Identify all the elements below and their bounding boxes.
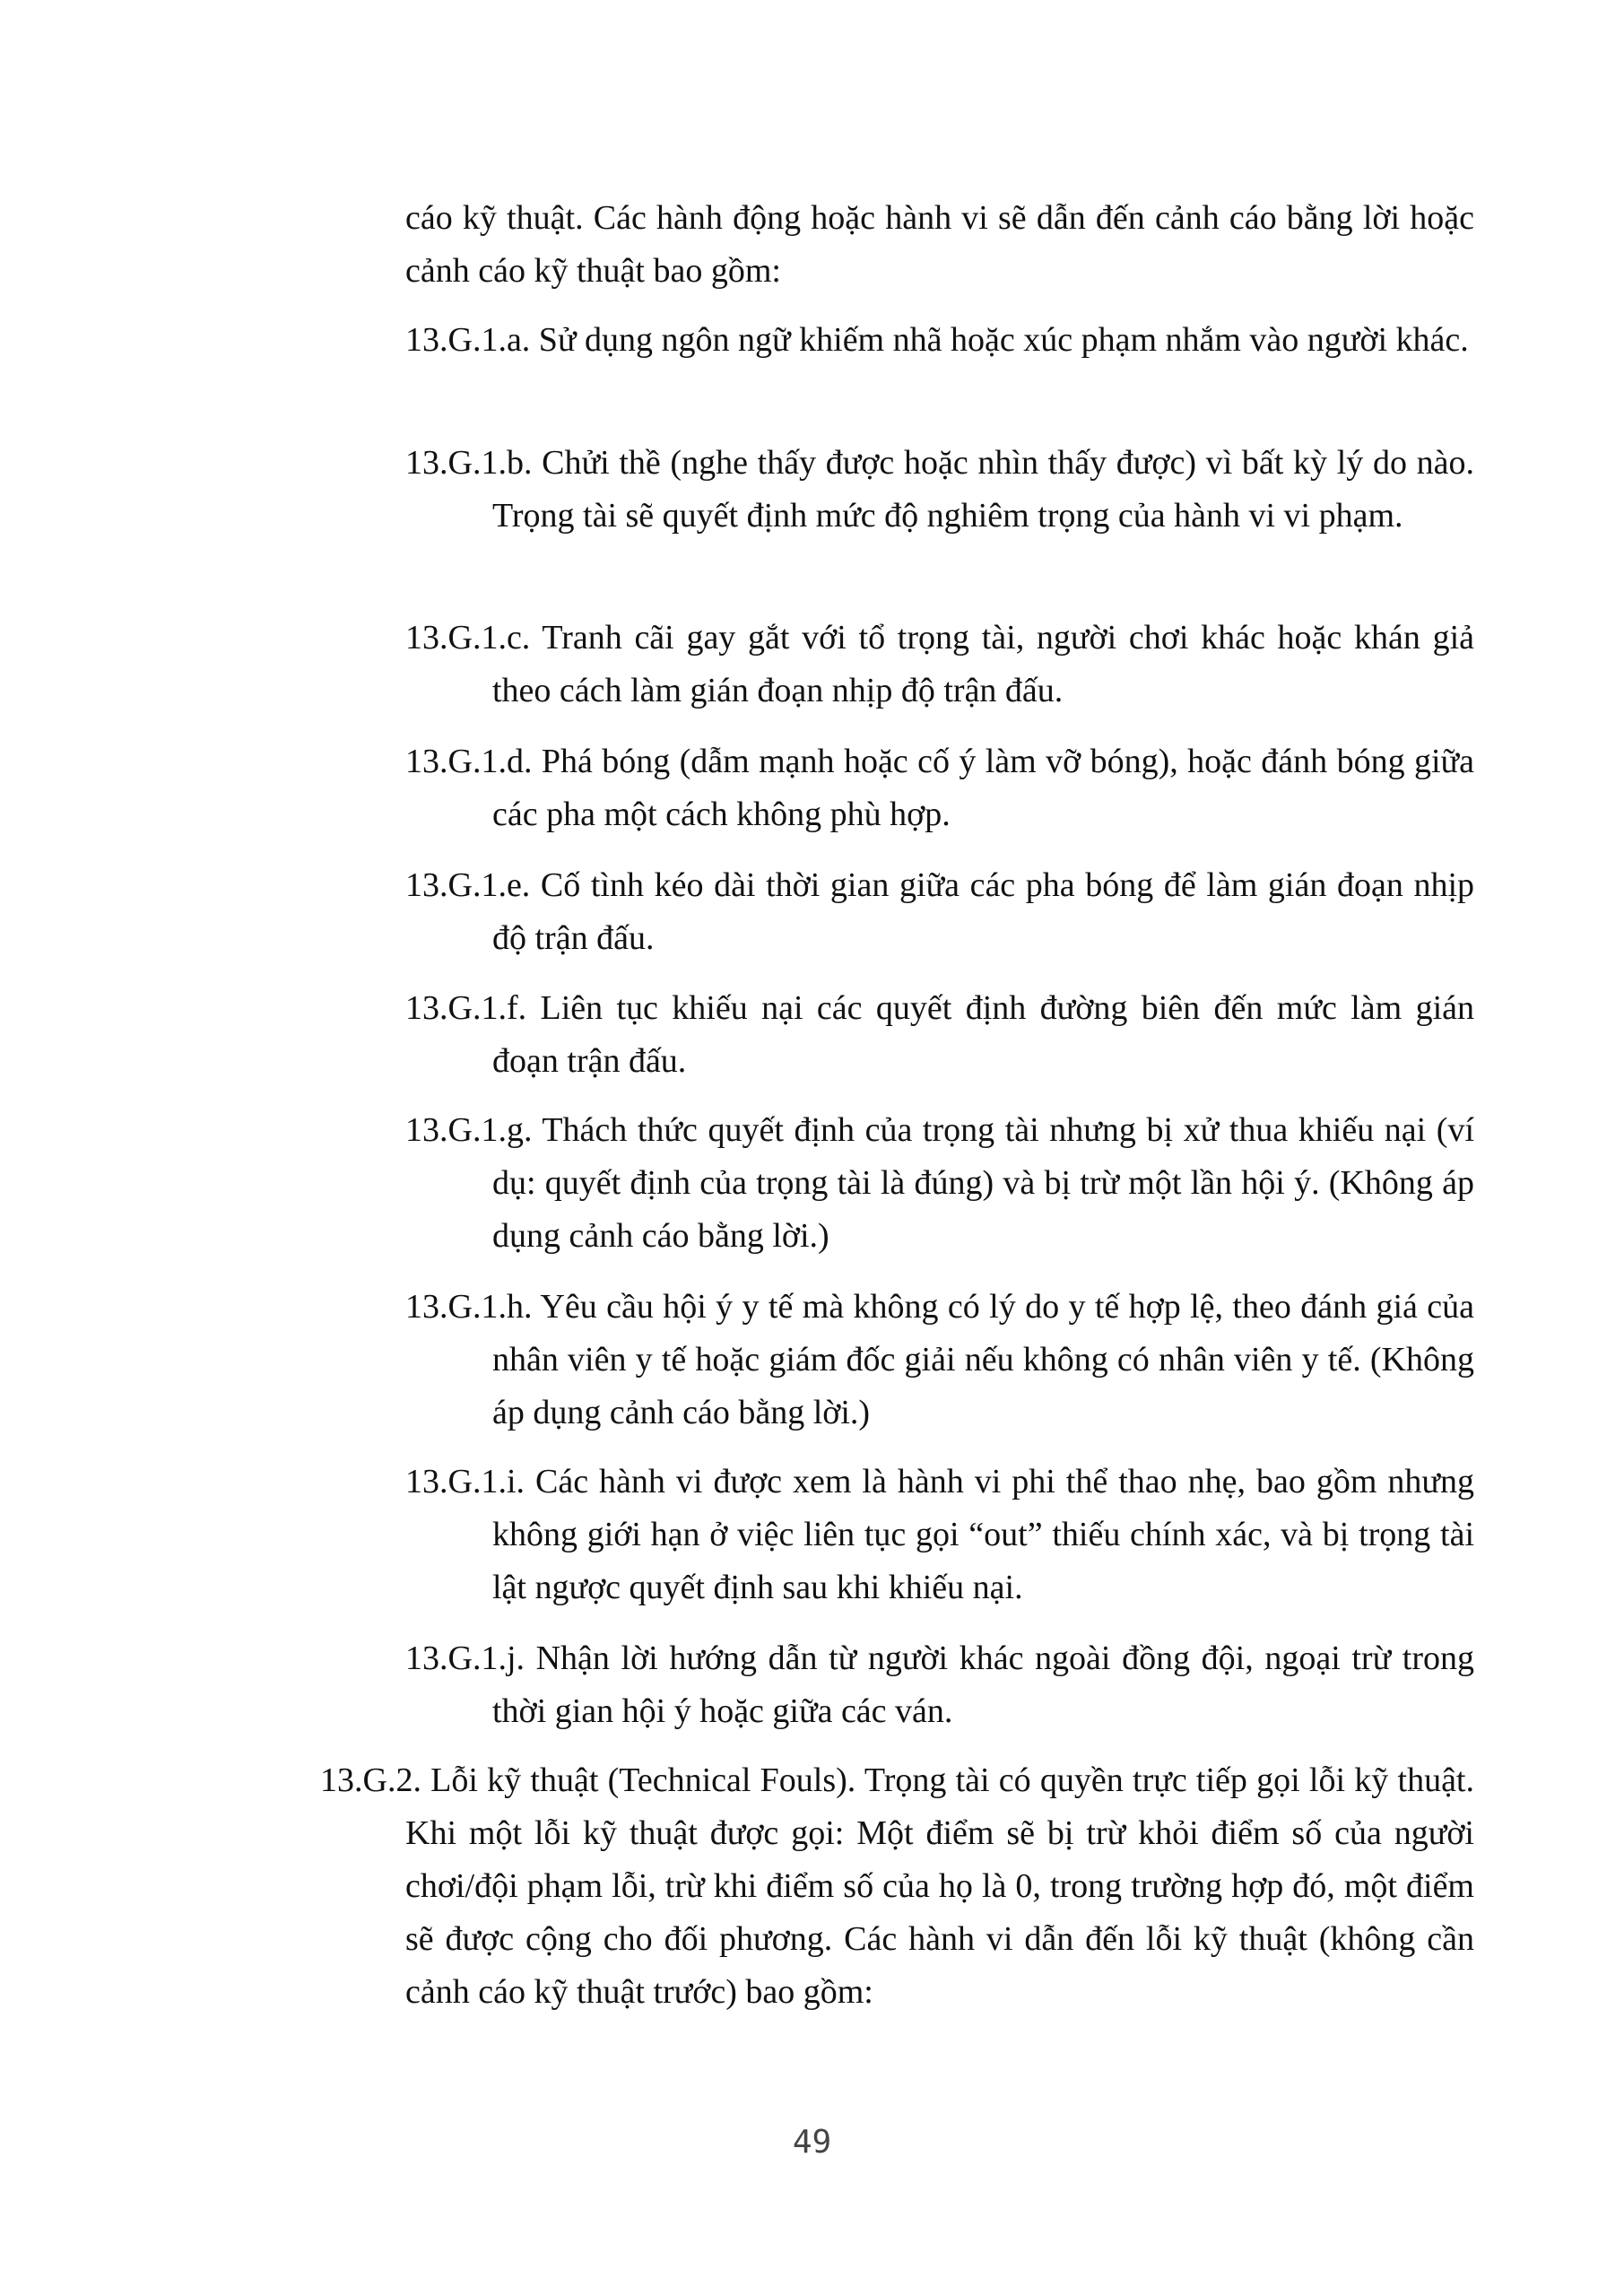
rule-13-g-1-b: 13.G.1.b. Chửi thề (nghe thấy được hoặc nhìn thấy được) vì bất kỳ lý do nào. Trọng tài sẽ quyết định mức độ nghiêm trọng của hành vi vi phạm.: [405, 444, 1474, 535]
rule-13-g-1-e: 13.G.1.e. Cố tình kéo dài thời gian giữa các pha bóng để làm gián đoạn nhịp độ trận đấu.: [405, 866, 1474, 957]
intro-paragraph: cáo kỹ thuật. Các hành động hoặc hành vi sẽ dẫn đến cảnh cáo bằng lời hoặc cảnh cáo kỹ thuật bao gồm:: [405, 199, 1474, 290]
rule-13-g-1-a: 13.G.1.a. Sử dụng ngôn ngữ khiếm nhã hoặc xúc phạm nhắm vào người khác.: [405, 321, 1469, 359]
rule-13-g-1-c: 13.G.1.c. Tranh cãi gay gắt với tổ trọng tài, người chơi khác hoặc khán giả theo cách làm gián đoạn nhịp độ trận đấu.: [405, 619, 1474, 709]
page-number: 49: [792, 2124, 832, 2161]
rule-13-g-1-f: 13.G.1.f. Liên tục khiếu nại các quyết định đường biên đến mức làm gián đoạn trận đấu.: [405, 989, 1474, 1080]
rule-13-g-1-j: 13.G.1.j. Nhận lời hướng dẫn từ người khác ngoài đồng đội, ngoại trừ trong thời gian hội ý hoặc giữa các ván.: [405, 1639, 1474, 1730]
rule-13-g-2-technical-fouls: 13.G.2. Lỗi kỹ thuật (Technical Fouls). Trọng tài có quyền trực tiếp gọi lỗi kỹ thuật. Khi một lỗi kỹ thuật được gọi: Một điểm sẽ bị trừ khỏi điểm số của người chơi/đội phạm lỗi, trừ khi điểm số của họ là 0, trong trường hợp đó, một điểm sẽ được cộng cho đối phương. Các hành vi dẫn đến lỗi kỹ thuật (không cần cảnh cáo kỹ thuật trước) bao gồm:: [320, 1761, 1474, 2011]
rule-13-g-1-d: 13.G.1.d. Phá bóng (dẫm mạnh hoặc cố ý làm vỡ bóng), hoặc đánh bóng giữa các pha một cách không phù hợp.: [405, 743, 1474, 833]
rule-13-g-1-g: 13.G.1.g. Thách thức quyết định của trọng tài nhưng bị xử thua khiếu nại (ví dụ: quyết định của trọng tài là đúng) và bị trừ một lần hội ý. (Không áp dụng cảnh cáo bằng lời.): [405, 1111, 1474, 1255]
rule-13-g-1-h: 13.G.1.h. Yêu cầu hội ý y tế mà không có lý do y tế hợp lệ, theo đánh giá của nhân viên y tế hoặc giám đốc giải nếu không có nhân viên y tế. (Không áp dụng cảnh cáo bằng lời.): [405, 1288, 1474, 1431]
rule-13-g-1-i: 13.G.1.i. Các hành vi được xem là hành vi phi thể thao nhẹ, bao gồm nhưng không giới hạn ở việc liên tục gọi “out” thiếu chính xác, và bị trọng tài lật ngược quyết định sau khi khiếu nại.: [405, 1463, 1474, 1606]
